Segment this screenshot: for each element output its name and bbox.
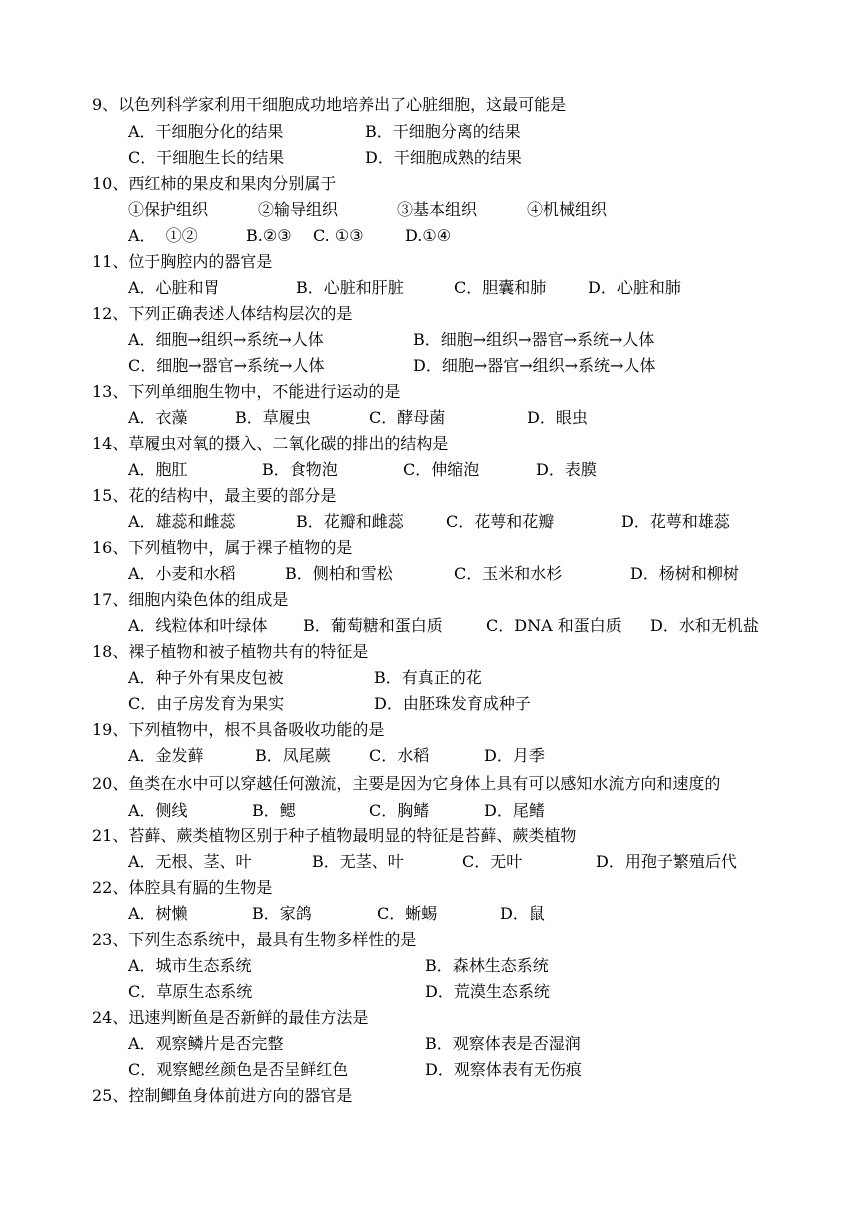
answer-option: B．草履虫: [235, 408, 311, 427]
answer-option: D．观察体表有无伤痕: [425, 1060, 582, 1079]
answer-option: C．无叶: [462, 852, 523, 871]
answer-option: A．细胞→组织→系统→人体: [128, 330, 324, 349]
answer-option: B．葡萄糖和蛋白质: [303, 616, 443, 635]
answer-option: C．酵母菌: [369, 408, 446, 427]
answer-option: A．胞肛: [128, 460, 188, 479]
question-stem: 17、细胞内染色体的组成是: [92, 590, 289, 609]
question-stem: 25、控制鲫鱼身体前进方向的器官是: [92, 1086, 353, 1105]
answer-option: D.①④: [405, 226, 452, 245]
answer-option: C．胸鳍: [369, 801, 430, 820]
answer-option: A．城市生态系统: [128, 956, 252, 975]
question-stem: 16、下列植物中，属于裸子植物的是: [92, 538, 353, 557]
answer-option: A． ①②: [128, 226, 198, 245]
answer-option: C．胆囊和肺: [454, 278, 547, 297]
answer-option: A．小麦和水稻: [128, 564, 236, 583]
answer-option: D．月季: [484, 746, 545, 765]
answer-option: B．家鸽: [252, 904, 312, 923]
answer-option: B．食物泡: [262, 460, 338, 479]
answer-option: A．衣藻: [128, 408, 188, 427]
question-stem: 23、下列生态系统中，最具有生物多样性的是: [92, 930, 417, 949]
answer-option: A．观察鳞片是否完整: [128, 1034, 284, 1053]
answer-option: D．干细胞成熟的结果: [365, 148, 522, 167]
answer-option: D．心脏和肺: [588, 278, 681, 297]
answer-option: B．观察体表是否湿润: [425, 1034, 581, 1053]
answer-option: D．杨树和柳树: [630, 564, 739, 583]
answer-option: A．树懒: [128, 904, 188, 923]
answer-option: D．眼虫: [527, 408, 588, 427]
question-stem: 15、花的结构中，最主要的部分是: [92, 486, 337, 505]
question-stem: 22、体腔具有膈的生物是: [92, 878, 273, 897]
answer-option: B．心脏和肝脏: [296, 278, 404, 297]
answer-option: C．干细胞生长的结果: [128, 148, 285, 167]
answer-option: A．侧线: [128, 801, 188, 820]
answer-option: A．无根、茎、叶: [128, 852, 252, 871]
answer-option: D．水和无机盐: [650, 616, 759, 635]
question-stem: 13、下列单细胞生物中，不能进行运动的是: [92, 382, 401, 401]
answer-option: D．荒漠生态系统: [425, 982, 550, 1001]
answer-option: B．有真正的花: [374, 668, 482, 687]
answer-option: A．线粒体和叶绿体: [128, 616, 268, 635]
answer-option: D．尾鳍: [484, 801, 545, 820]
question-stem: 21、苔藓、蕨类植物区别于种子植物最明显的特征是苔藓、蕨类植物: [92, 826, 577, 845]
answer-option: ④机械组织: [527, 200, 608, 219]
question-stem: 19、下列植物中，根不具备吸收功能的是: [92, 720, 385, 739]
answer-option: B．鳃: [252, 801, 296, 820]
answer-option: ①保护组织: [128, 200, 209, 219]
answer-option: C．水稻: [369, 746, 430, 765]
answer-option: A．心脏和胃: [128, 278, 220, 297]
answer-option: ③基本组织: [397, 200, 478, 219]
answer-option: A．干细胞分化的结果: [128, 122, 284, 141]
question-stem: 9、以色列科学家利用干细胞成功地培养出了心脏细胞，这最可能是: [92, 95, 567, 114]
answer-option: C．花萼和花瓣: [446, 512, 555, 531]
answer-option: A．雄蕊和雌蕊: [128, 512, 236, 531]
answer-option: A．金发藓: [128, 746, 204, 765]
answer-option: B．花瓣和雌蕊: [296, 512, 404, 531]
answer-option: D．花萼和雄蕊: [621, 512, 730, 531]
answer-option: D．鼠: [500, 904, 545, 923]
answer-option: B．侧柏和雪松: [285, 564, 393, 583]
answer-option: D．表膜: [536, 460, 597, 479]
answer-option: B．森林生态系统: [425, 956, 549, 975]
answer-option: B．干细胞分离的结果: [365, 122, 521, 141]
answer-option: C．观察鳃丝颜色是否呈鲜红色: [128, 1060, 349, 1079]
answer-option: B．凤尾蕨: [255, 746, 331, 765]
answer-option: C. ①③: [313, 226, 364, 245]
answer-option: D．细胞→器官→组织→系统→人体: [413, 356, 656, 375]
answer-option: B.②③: [246, 226, 292, 245]
answer-option: C．草原生态系统: [128, 982, 253, 1001]
answer-option: C．细胞→器官→系统→人体: [128, 356, 325, 375]
answer-option: D．由胚珠发育成种子: [374, 694, 531, 713]
answer-option: C．蜥蜴: [377, 904, 438, 923]
answer-option: C．由子房发育为果实: [128, 694, 285, 713]
answer-option: ②输导组织: [258, 200, 339, 219]
answer-option: C．DNA 和蛋白质: [486, 616, 622, 635]
answer-option: B．细胞→组织→器官→系统→人体: [413, 330, 655, 349]
question-stem: 14、草履虫对氧的摄入、二氧化碳的排出的结构是: [92, 434, 449, 453]
answer-option: A．种子外有果皮包被: [128, 668, 284, 687]
answer-option: C．伸缩泡: [403, 460, 480, 479]
answer-option: B．无茎、叶: [312, 852, 404, 871]
answer-option: C．玉米和水杉: [454, 564, 563, 583]
question-stem: 11、位于胸腔内的器官是: [92, 252, 273, 271]
question-stem: 18、裸子植物和被子植物共有的特征是: [92, 642, 369, 661]
question-stem: 24、迅速判断鱼是否新鲜的最佳方法是: [92, 1008, 369, 1027]
question-stem: 12、下列正确表述人体结构层次的是: [92, 304, 353, 323]
question-stem: 20、鱼类在水中可以穿越任何激流，主要是因为它身体上具有可以感知水流方向和速度的: [92, 774, 721, 793]
answer-option: D．用孢子繁殖后代: [596, 852, 737, 871]
question-stem: 10、西红柿的果皮和果肉分别属于: [92, 174, 337, 193]
